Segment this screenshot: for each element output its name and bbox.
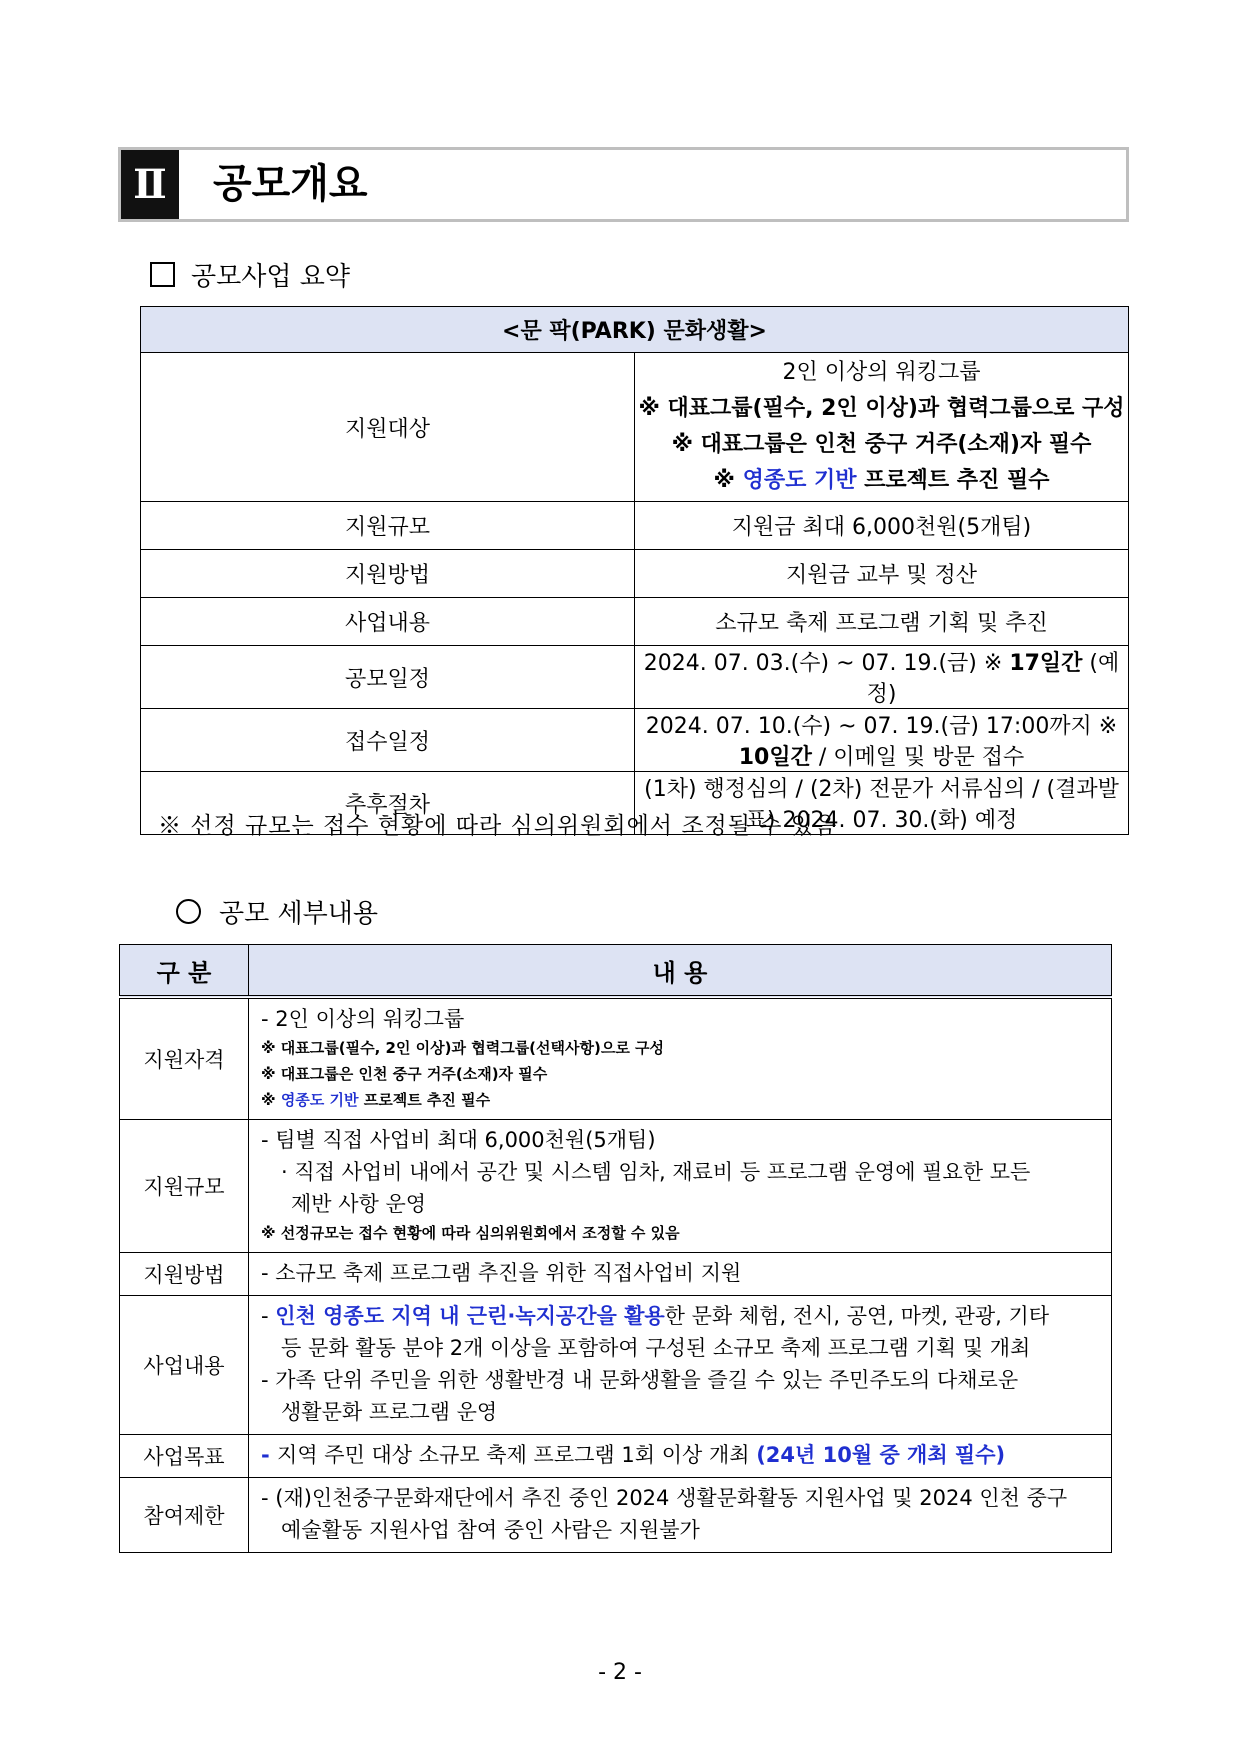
row-label: 지원규모 (141, 502, 635, 550)
row-label: 지원방법 (120, 1253, 249, 1296)
row-label: 지원자격 (120, 997, 249, 1120)
content-line: 생활문화 프로그램 운영 (281, 1400, 498, 1424)
section-header (118, 147, 1129, 222)
column-header: 내 용 (249, 945, 1112, 998)
text-prefix: ※ (713, 468, 743, 493)
row-value: 소규모 축제 프로그램 기획 및 추진 (635, 598, 1129, 646)
content-line: 예술활동 지원사업 참여 중인 사람은 지원불가 (281, 1518, 700, 1542)
target-line: 2인 이상의 워킹그룹 (782, 360, 981, 385)
content-line (261, 1300, 1099, 1332)
content-line: ※ 선정규모는 접수 현황에 따라 심의위원회에서 조정할 수 있음 (261, 1224, 680, 1242)
row-label: 공모일정 (141, 646, 635, 709)
page-number: - 2 - (598, 1660, 642, 1685)
text-prefix: - (261, 1443, 278, 1467)
content-line: - (재)인천중구문화재단에서 추진 중인 2024 생활문화활동 지원사업 및 2024 인천 중구 (261, 1486, 1068, 1510)
row-label: 접수일정 (141, 709, 635, 772)
target-line: ※ 대표그룹은 인천 중구 거주(소재)자 필수 (671, 432, 1092, 457)
row-value (635, 646, 1129, 709)
content-line: - 가족 단위 주민을 위한 생활반경 내 문화생활을 즐길 수 있는 주민주도의 다채로운 (261, 1368, 1019, 1392)
row-label: 사업내용 (141, 598, 635, 646)
text-part: 2024. 07. 10.(수) ~ 07. 19.(금) 17:00까지 ※ (645, 714, 1118, 739)
highlight-text: 인천 영종도 지역 내 근린·녹지공간을 활용 (275, 1304, 665, 1328)
bold-text: 17일간 (1009, 651, 1083, 676)
bold-text: 10일간 (738, 745, 812, 770)
summary-table (140, 306, 1129, 835)
heading-summary (150, 256, 350, 293)
row-label: 사업목표 (120, 1435, 249, 1478)
summary-table-title: <문 팍(PARK) 문화생활> (141, 307, 1129, 353)
column-header: 구 분 (120, 945, 249, 998)
highlight-text: 영종도 기반 (742, 468, 857, 493)
content-line (261, 1087, 1099, 1113)
row-label: 지원대상 (141, 353, 635, 502)
content-line: 등 문화 활동 분야 2개 이상을 포함하여 구성된 소규모 축제 프로그램 기획 및 개최 (281, 1336, 1031, 1360)
circle-bullet-icon (176, 899, 201, 924)
text-part: / 이메일 및 방문 접수 (811, 745, 1025, 770)
selection-note: ※ 선정 규모는 접수 현황에 따라 심의위원회에서 조정될 수 있음 (158, 813, 838, 839)
section-number: Ⅱ (121, 150, 179, 219)
text-suffix: 프로젝트 추진 필수 (856, 468, 1050, 493)
heading-details (176, 893, 378, 930)
content-line: - 2인 이상의 워킹그룹 (261, 1007, 465, 1031)
text-part: (예정) (866, 651, 1120, 707)
goal-cell (249, 1435, 1112, 1478)
highlight-text: 영종도 기반 (280, 1091, 359, 1109)
text-prefix: ※ (261, 1091, 281, 1109)
content-line: - 소규모 축제 프로그램 추진을 위한 직접사업비 지원 (261, 1261, 742, 1285)
content-cell (249, 1296, 1112, 1435)
row-label: 추후절차 (141, 772, 635, 835)
content-line: ※ 대표그룹은 인천 중구 거주(소재)자 필수 (261, 1065, 548, 1083)
text-suffix: 한 문화 체험, 전시, 공연, 마켓, 관광, 기타 (664, 1304, 1050, 1328)
content-line: ※ 대표그룹(필수, 2인 이상)과 협력그룹(선택사항)으로 구성 (261, 1039, 665, 1057)
goal-text: 지역 주민 대상 소규모 축제 프로그램 1회 이상 개최 (277, 1443, 757, 1467)
restriction-cell (249, 1478, 1112, 1553)
row-label: 사업내용 (120, 1296, 249, 1435)
target-line (635, 463, 1128, 499)
row-value: 지원금 최대 6,000천원(5개팀) (635, 502, 1129, 550)
text-prefix: - (261, 1304, 276, 1328)
content-line: 제반 사항 운영 (291, 1192, 427, 1216)
method-cell (249, 1253, 1112, 1296)
content-line: · 직접 사업비 내에서 공간 및 시스템 임차, 재료비 등 프로그램 운영에 필요한 모든 (281, 1160, 1031, 1184)
row-label: 지원방법 (141, 550, 635, 598)
heading-details-text: 공모 세부내용 (219, 899, 378, 929)
qualification-cell (249, 997, 1112, 1120)
highlight-text: (24년 10월 중 개최 필수) (756, 1443, 1006, 1467)
target-line: ※ 대표그룹(필수, 2인 이상)과 협력그룹으로 구성 (638, 396, 1125, 421)
content-line: - 팀별 직접 사업비 최대 6,000천원(5개팀) (261, 1128, 656, 1152)
heading-summary-text: 공모사업 요약 (191, 262, 350, 292)
scale-cell (249, 1120, 1112, 1253)
content-line (261, 1439, 1099, 1471)
target-cell (635, 353, 1129, 502)
row-label: 참여제한 (120, 1478, 249, 1553)
row-value: 지원금 교부 및 정산 (635, 550, 1129, 598)
details-table (119, 944, 1112, 1553)
square-bullet-icon (150, 262, 175, 287)
text-suffix: 프로젝트 추진 필수 (358, 1091, 491, 1109)
row-value: (1차) 행정심의 / (2차) 전문가 서류심의 / (결과발표) 2024. 07. 30.(화) 예정 (635, 772, 1129, 835)
row-label: 지원규모 (120, 1120, 249, 1253)
text-part: 2024. 07. 03.(수) ~ 07. 19.(금) ※ (643, 651, 1010, 676)
row-value (635, 709, 1129, 772)
section-title: 공모개요 (213, 161, 368, 207)
